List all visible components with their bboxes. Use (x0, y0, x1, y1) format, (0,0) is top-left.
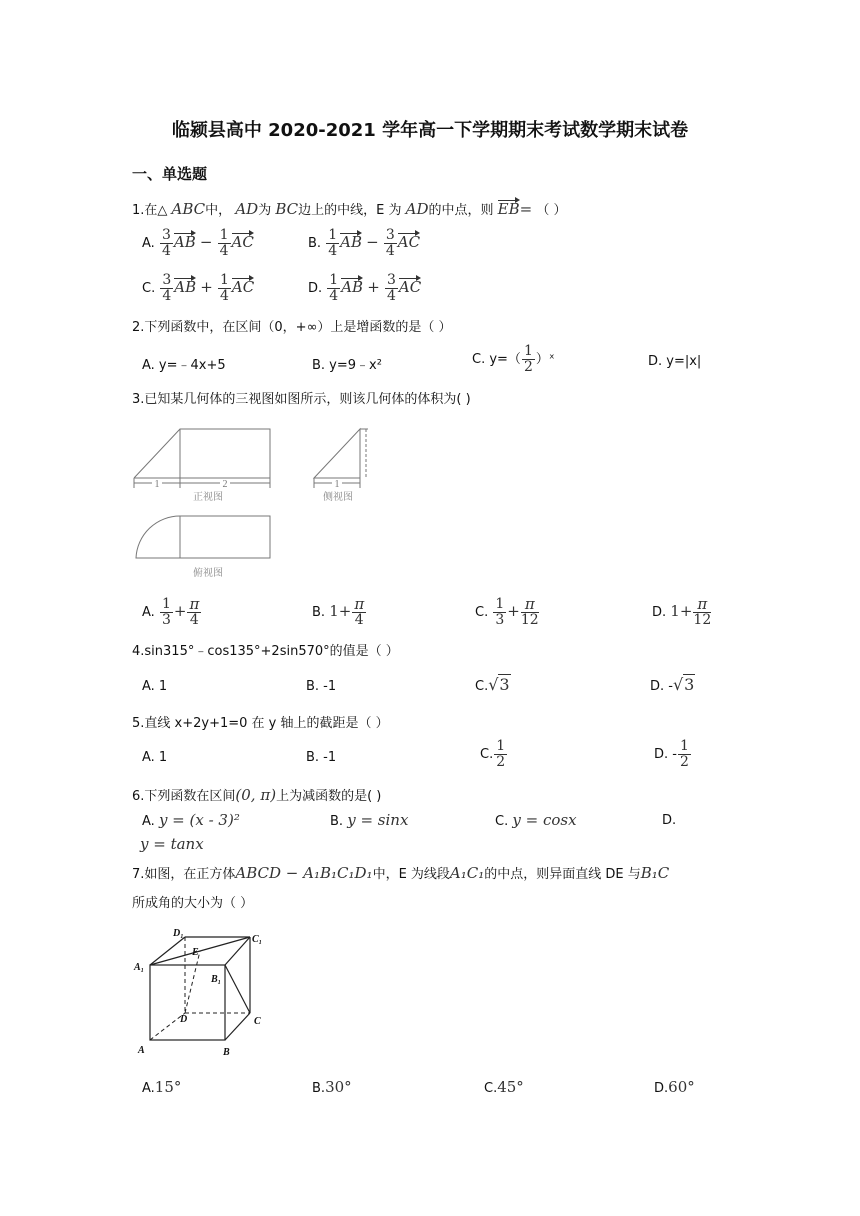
fraction: $\frac{1}{4}$ (220, 272, 229, 304)
q1-option-b[interactable]: B. $\frac{1}{4}$ AB − $\frac{3}{4}$ AC (308, 227, 421, 259)
q4-option-d[interactable]: D. -√3 (650, 675, 695, 694)
question-2: 2.下列函数中，在区间（0，+∞）上是增函数的是（ ） (132, 320, 452, 335)
front-view-label: 正视图 (193, 492, 223, 503)
q1-option-a[interactable]: A. $\frac{3}{4}$ AB − $\frac{1}{4}$ AC (142, 227, 254, 259)
q7-option-c[interactable]: C.45° (484, 1078, 524, 1096)
fraction: $\frac{\pi}{4}$ (354, 595, 365, 628)
fraction: $\frac{\pi}{12}$ (693, 595, 712, 628)
q6-option-b[interactable]: B. y = sinx (330, 811, 409, 829)
top-view-label: 俯视图 (193, 568, 223, 579)
vector-ac: AC (398, 278, 422, 296)
q1-option-d[interactable]: D. $\frac{1}{4}$ AB + $\frac{3}{4}$ AC (308, 272, 422, 304)
fraction: $\frac{1}{2}$ (496, 738, 506, 770)
q5-option-b[interactable]: B. -1 (306, 750, 337, 765)
math-cube: ABCD − A₁B₁C₁D₁ (235, 864, 373, 882)
vector-ab: AB (174, 278, 197, 296)
q3-option-d[interactable]: D. 1+ $\frac{\pi}{12}$ (652, 595, 712, 628)
label-c: C (254, 1016, 261, 1027)
q6-option-c[interactable]: C. y = cosx (495, 811, 577, 829)
three-view-diagram (128, 420, 368, 585)
math-line: B₁C (640, 864, 670, 882)
q3-option-b[interactable]: B. 1+ $\frac{\pi}{4}$ (312, 595, 365, 628)
question-5: 5.直线 x+2y+1=0 在 y 轴上的截距是（ ） (132, 716, 389, 731)
q6-option-d[interactable]: D. (662, 813, 677, 828)
fraction: $\frac{3}{4}$ (386, 272, 396, 304)
section-heading: 一、单选题 (132, 165, 208, 183)
front-view-outline (134, 429, 270, 478)
q4-option-b[interactable]: B. -1 (306, 679, 337, 694)
vector-ab: AB (173, 233, 196, 251)
dim-label: 1 (154, 479, 160, 490)
q7-option-d[interactable]: D.60° (654, 1078, 695, 1096)
q3-option-a[interactable]: A. $\frac{1}{3}$ + $\frac{\pi}{4}$ (142, 595, 200, 628)
side-view-outline (314, 429, 360, 478)
q5-option-c[interactable]: C. $\frac{1}{2}$ (480, 738, 506, 770)
q7-option-b[interactable]: B.30° (312, 1078, 352, 1096)
cube-diagram (130, 925, 280, 1065)
sqrt-three: √3 (672, 675, 695, 694)
dim-label: 1 (334, 479, 340, 490)
q6-option-a[interactable]: A. y = (x - 3)² (142, 811, 240, 829)
q4-option-c[interactable]: C.√3 (475, 675, 510, 694)
question-6: 6.下列函数在区间(0, π)上为减函数的是( ) (132, 786, 382, 804)
vector-ab: AB (340, 233, 362, 251)
label-b: B (223, 1047, 230, 1058)
fraction: $\frac{1}{4}$ (329, 272, 339, 304)
page-title: 临颍县高中 2020-2021 学年高一下学期期末考试数学期末试卷 (171, 120, 689, 141)
side-view-label: 侧视图 (323, 492, 353, 503)
q2-option-b[interactable]: B. y=9﹣x² (312, 358, 382, 373)
vector-ac: AC (231, 233, 254, 251)
fraction: $\frac{1}{3}$ (495, 596, 505, 628)
fraction: $\frac{3}{4}$ (162, 272, 172, 304)
vector-ab: AB (341, 278, 364, 296)
question-1: 1.在△ ABC中， AD为 BC边上的中线，E 为 AD的中点，则 EB= （ ） (132, 200, 567, 218)
fraction: $\frac{\pi}{4}$ (189, 595, 200, 628)
math-segment: A₁C₁ (449, 864, 485, 882)
math-abc: ABC (171, 200, 206, 218)
sqrt-three: √3 (488, 675, 510, 694)
fraction: $\frac{1}{4}$ (328, 227, 338, 259)
q2-option-a[interactable]: A. y=﹣4x+5 (142, 358, 226, 373)
label-a: A (138, 1045, 145, 1056)
vector-eb: EB (497, 200, 520, 218)
q3-option-c[interactable]: C. $\frac{1}{3}$ + $\frac{\pi}{12}$ (475, 595, 539, 628)
label-d1: D₁ (173, 928, 184, 939)
q5-option-a[interactable]: A. 1 (142, 750, 168, 765)
fraction: $\frac{1}{4}$ (219, 227, 229, 259)
q5-option-d[interactable]: D. - $\frac{1}{2}$ (654, 738, 689, 770)
question-3: 3.已知某几何体的三视图如图所示，则该几何体的体积为( ) (132, 392, 471, 407)
fraction: $\frac{1}{2}$ (679, 738, 689, 770)
math-ad: AD (405, 200, 429, 218)
vector-ac: AC (397, 233, 421, 251)
math-bc: BC (275, 200, 299, 218)
label-b1: B₁ (211, 974, 222, 985)
label-e: E (192, 947, 199, 958)
math-interval: (0, π) (235, 786, 277, 804)
fraction: $\frac{1}{2}$ (523, 343, 533, 375)
label-a1: A₁ (134, 962, 145, 973)
vector-ac: AC (231, 278, 255, 296)
dim-label: 2 (222, 479, 228, 490)
top-view-outline (136, 516, 270, 558)
q4-option-a[interactable]: A. 1 (142, 679, 168, 694)
label-d: D (180, 1014, 188, 1025)
math-ad: AD (235, 200, 259, 218)
q2-option-c[interactable]: C. y=（ $\frac{1}{2}$ ）ˣ (472, 343, 555, 375)
question-4: 4.sin315°﹣cos135°+2sin570°的值是（ ） (132, 644, 399, 659)
fraction: $\frac{3}{4}$ (161, 227, 171, 259)
fraction: $\frac{3}{4}$ (385, 227, 395, 259)
fraction: $\frac{\pi}{12}$ (520, 595, 539, 628)
q7-option-a[interactable]: A.15° (142, 1078, 182, 1096)
q1-option-c[interactable]: C. $\frac{3}{4}$ AB + $\frac{1}{4}$ AC (142, 272, 255, 304)
label-c1: C₁ (252, 934, 263, 945)
fraction: $\frac{1}{3}$ (161, 596, 171, 628)
question-7: 7.如图，在正方体ABCD − A₁B₁C₁D₁中，E 为线段A₁C₁的中点，则异面直线 DE 与B₁C (132, 864, 670, 882)
q6-option-d-math[interactable]: y = tanx (140, 835, 204, 853)
q2-option-d[interactable]: D. y=|x| (648, 354, 702, 369)
question-7-cont: 所成角的大小为（ ） (132, 896, 254, 911)
